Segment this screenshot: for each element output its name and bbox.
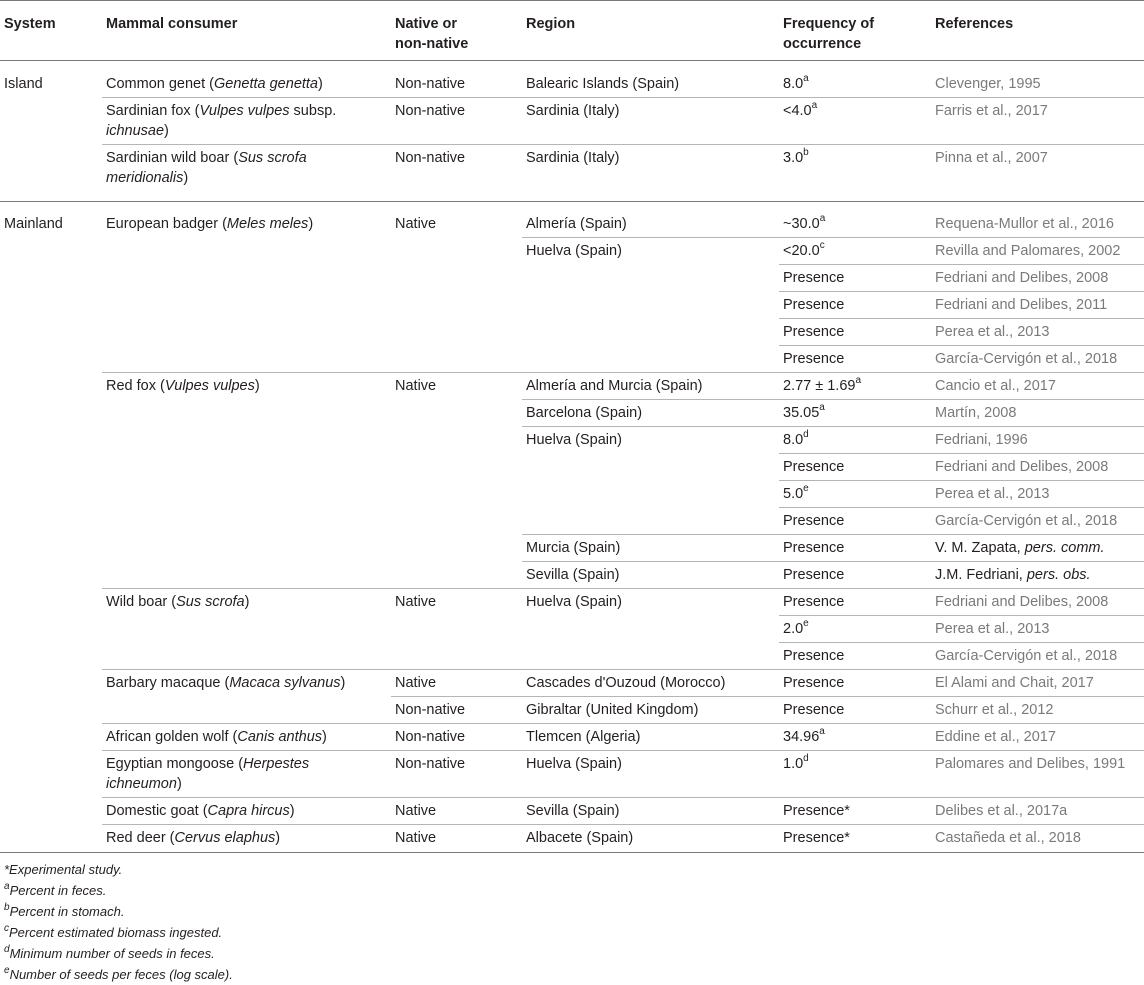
native-cell: Native bbox=[391, 589, 522, 670]
table-row bbox=[0, 670, 1144, 697]
reference-cell: Fedriani, 1996 bbox=[931, 427, 1144, 454]
consumer-cell: Egyptian mongoose (Herpestes ichneumon) bbox=[102, 751, 391, 798]
frequency-cell: Presence* bbox=[783, 830, 850, 846]
footnote-star: *Experimental study. bbox=[4, 862, 123, 877]
region-cell: Murcia (Spain) bbox=[522, 535, 779, 562]
frequency-cell: 2.77 ± 1.69$^a$ bbox=[779, 373, 931, 400]
reference-cell: V. M. Zapata, pers. comm. bbox=[931, 535, 1144, 562]
reference-cell: Revilla and Palomares, 2002 bbox=[931, 238, 1144, 265]
reference-cell: Requena-Mullor et al., 2016 bbox=[931, 211, 1144, 238]
table-row bbox=[0, 724, 1144, 751]
table-row bbox=[0, 211, 1144, 238]
frequency-cell: <20.0$^c$ bbox=[779, 238, 931, 265]
header-native: Native or non-native bbox=[395, 16, 469, 52]
reference-cell: Palomares and Delibes, 1991 bbox=[931, 751, 1144, 798]
consumer-cell: Sardinian wild boar (Sus scrofa meridionalis) bbox=[106, 149, 307, 186]
region-cell: Sevilla (Spain) bbox=[522, 798, 779, 825]
region-cell: Huelva (Spain) bbox=[522, 238, 779, 373]
native-cell: Native bbox=[391, 373, 522, 589]
native-cell: Native bbox=[391, 211, 522, 373]
frequency-cell: Presence bbox=[779, 589, 931, 616]
native-cell: Non-native bbox=[395, 149, 466, 166]
reference-cell: Martín, 2008 bbox=[931, 400, 1144, 427]
frequency-cell: 8.0$^a$ bbox=[779, 71, 931, 98]
frequency-cell: Presence bbox=[779, 697, 931, 724]
frequency-cell: Presence bbox=[779, 643, 931, 670]
table-row bbox=[0, 373, 1144, 400]
consumer-cell: Red fox (Vulpes vulpes) bbox=[102, 373, 391, 589]
region-cell: Almería (Spain) bbox=[522, 211, 779, 238]
frequency-cell: Presence bbox=[779, 265, 931, 292]
consumer-cell: Wild boar (Sus scrofa) bbox=[102, 589, 391, 670]
native-cell: Non-native bbox=[391, 724, 522, 751]
footnote-c: $^c$Percent estimated biomass ingested. bbox=[4, 922, 223, 940]
region-cell: Sevilla (Spain) bbox=[522, 562, 779, 589]
frequency-cell: 35.05$^a$ bbox=[779, 400, 931, 427]
consumer-cell: Common genet (Genetta genetta) bbox=[102, 71, 391, 98]
reference-cell: Perea et al., 2013 bbox=[931, 616, 1144, 643]
system-mainland: Mainland bbox=[4, 216, 63, 232]
region-cell: Huelva (Spain) bbox=[522, 751, 779, 798]
table-row bbox=[0, 589, 1144, 616]
header-frequency: Frequency of occurrence bbox=[783, 16, 875, 52]
frequency-cell: Presence bbox=[779, 454, 931, 481]
footnote-a: $^a$Percent in feces. bbox=[4, 880, 107, 898]
frequency-cell: 2.0e bbox=[779, 616, 931, 643]
region-cell: Sardinia (Italy) bbox=[526, 149, 620, 166]
frequency-cell: 34.96$^a$ bbox=[779, 724, 931, 751]
region-cell: Gibraltar (United Kingdom) bbox=[522, 697, 779, 724]
reference-cell: Farris et al., 2017 bbox=[931, 97, 1144, 144]
reference-cell: García-Cervigón et al., 2018 bbox=[931, 508, 1144, 535]
region-cell: Albacete (Spain) bbox=[526, 830, 634, 846]
region-cell: Huelva (Spain) bbox=[522, 589, 779, 670]
region-cell: Cascades d'Ouzoud (Morocco) bbox=[522, 670, 779, 697]
consumer-cell: Barbary macaque (Macaca sylvanus) bbox=[102, 670, 391, 724]
consumer-cell: Red deer (Cervus elaphus) bbox=[106, 830, 281, 846]
reference-cell: Fedriani and Delibes, 2008 bbox=[931, 589, 1144, 616]
reference-cell: Eddine et al., 2017 bbox=[931, 724, 1144, 751]
region-cell: Huelva (Spain) bbox=[522, 427, 779, 535]
frequency-cell: Presence bbox=[779, 319, 931, 346]
reference-cell: Perea et al., 2013 bbox=[931, 481, 1144, 508]
table-row bbox=[0, 798, 1144, 825]
native-cell: Native bbox=[391, 798, 522, 825]
frequency-cell: 8.0$^d$ bbox=[779, 427, 931, 454]
system-island: Island bbox=[4, 75, 43, 92]
frequency-cell: <4.0$^a$ bbox=[779, 97, 931, 144]
footnote-b: $^b$Percent in stomach. bbox=[4, 901, 125, 919]
native-cell: Native bbox=[391, 670, 522, 697]
table-row bbox=[0, 825, 1144, 852]
consumer-cell: Domestic goat (Capra hircus) bbox=[102, 798, 391, 825]
frequency-cell: Presence* bbox=[779, 798, 931, 825]
table-footnotes bbox=[4, 859, 233, 985]
frequency-cell: Presence bbox=[779, 562, 931, 589]
frequency-cell: ~30.0$^a$ bbox=[779, 211, 931, 238]
frequency-cell: Presence bbox=[779, 508, 931, 535]
table-bottom-rule bbox=[0, 852, 1144, 853]
header-system: System bbox=[4, 16, 56, 32]
reference-cell: Fedriani and Delibes, 2011 bbox=[931, 292, 1144, 319]
reference-cell: Clevenger, 1995 bbox=[931, 71, 1144, 98]
table-row bbox=[0, 71, 1144, 98]
native-cell: Non-native bbox=[391, 697, 522, 724]
consumer-cell: African golden wolf (Canis anthus) bbox=[102, 724, 391, 751]
reference-cell: Cancio et al., 2017 bbox=[931, 373, 1144, 400]
reference-cell: Fedriani and Delibes, 2008 bbox=[931, 454, 1144, 481]
frequency-cell: Presence bbox=[779, 670, 931, 697]
frequency-cell: 5.0e bbox=[779, 481, 931, 508]
footnote-e: $^e$Number of seeds per feces (log scale). bbox=[4, 964, 233, 982]
reference-cell: Fedriani and Delibes, 2008 bbox=[931, 265, 1144, 292]
frequency-cell: 1.0$^d$ bbox=[779, 751, 931, 798]
region-cell: Tlemcen (Algeria) bbox=[522, 724, 779, 751]
native-cell: Non-native bbox=[391, 97, 522, 144]
header-row bbox=[0, 1, 1144, 61]
region-cell: Balearic Islands (Spain) bbox=[522, 71, 779, 98]
frequency-cell: Presence bbox=[779, 535, 931, 562]
region-cell: Almería and Murcia (Spain) bbox=[522, 373, 779, 400]
reference-cell: García-Cervigón et al., 2018 bbox=[931, 346, 1144, 373]
header-consumer: Mammal consumer bbox=[106, 16, 238, 32]
frequency-cell: Presence bbox=[779, 292, 931, 319]
reference-cell: Perea et al., 2013 bbox=[931, 319, 1144, 346]
table-row bbox=[0, 751, 1144, 798]
table-row bbox=[0, 97, 1144, 144]
consumer-cell: European badger (Meles meles) bbox=[102, 211, 391, 373]
table-row bbox=[0, 144, 1144, 191]
header-region: Region bbox=[526, 16, 576, 32]
frequency-cell: 3.0$^b$ bbox=[783, 146, 809, 166]
reference-cell: García-Cervigón et al., 2018 bbox=[931, 643, 1144, 670]
native-cell: Native bbox=[395, 830, 437, 846]
native-cell: Non-native bbox=[391, 71, 522, 98]
reference-cell: Castañeda et al., 2018 bbox=[935, 830, 1081, 846]
reference-cell: J.M. Fedriani, pers. obs. bbox=[931, 562, 1144, 589]
reference-cell: El Alami and Chait, 2017 bbox=[931, 670, 1144, 697]
region-cell: Sardinia (Italy) bbox=[522, 97, 779, 144]
header-references: References bbox=[935, 16, 1014, 32]
reference-cell: Pinna et al., 2007 bbox=[935, 149, 1048, 166]
region-cell: Barcelona (Spain) bbox=[522, 400, 779, 427]
footnote-d: $^d$Minimum number of seeds in feces. bbox=[4, 943, 215, 961]
reference-cell: Schurr et al., 2012 bbox=[931, 697, 1144, 724]
consumer-cell: Sardinian fox (Vulpes vulpes subsp. ichnusae) bbox=[102, 97, 391, 144]
frequency-cell: Presence bbox=[779, 346, 931, 373]
reference-cell: Delibes et al., 2017a bbox=[931, 798, 1144, 825]
native-cell: Non-native bbox=[391, 751, 522, 798]
